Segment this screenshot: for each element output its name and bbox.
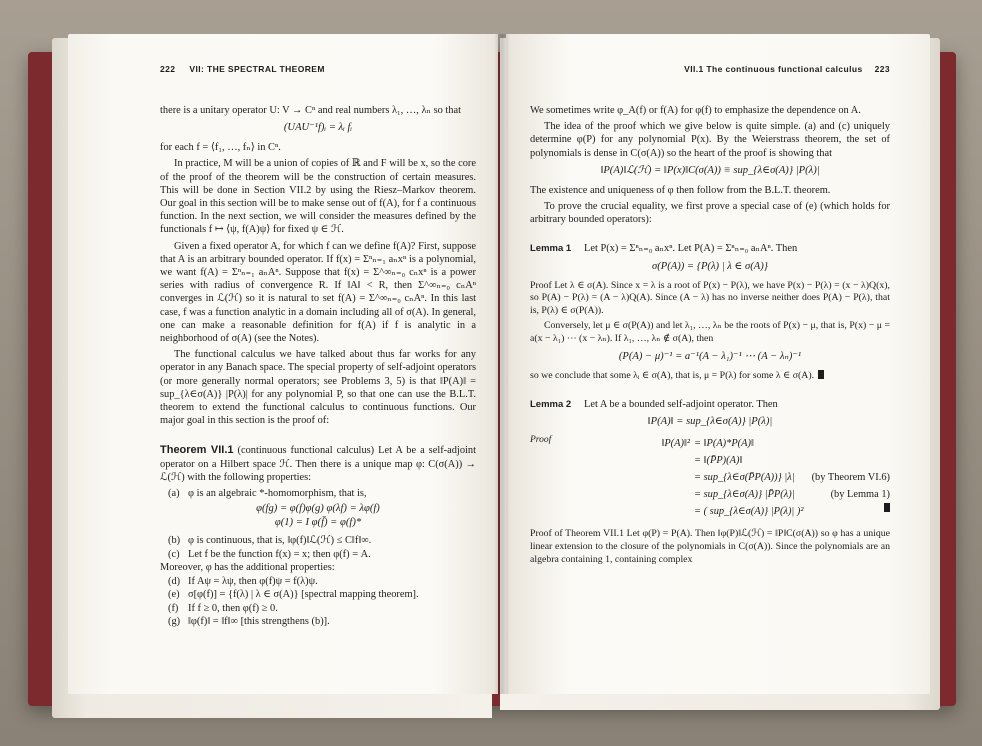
theorem-eq-a1: φ(fg) = φ(f)φ(g) φ(λf) = λφ(f) — [256, 503, 380, 515]
lemma-1-body: Let P(x) = Σⁿₙ₌₀ aₙxⁿ. Let P(A) = Σⁿₙ₌₀ aₙAⁿ. Then — [584, 243, 798, 255]
lemma-1-title: Lemma 1 — [530, 243, 572, 255]
theorem-item-a: (a) φ is an algebraic *-homomorphism, that is, — [168, 488, 367, 500]
lemma-2-body: Let A be a bounded self-adjoint operator. Then — [584, 399, 778, 411]
left-chapter-title: VII: THE SPECTRAL THEOREM — [189, 64, 325, 74]
right-paragraph-3: The existence and uniqueness of φ then follow from the B.L.T. theorem. — [530, 184, 831, 196]
right-paragraph-2: The idea of the proof which we give below is quite simple. (a) and (c) uniquely determine φ(P) for any polynomial P(x). By the Weierstrass theorem, the set of polynomials is dense in C(σ(A)) so the heart of the proof is showing that — [530, 121, 890, 159]
lemma-1 — [530, 242, 890, 255]
book-gutter — [494, 34, 510, 694]
right-page-number: 223 — [874, 64, 890, 74]
proof-line: = ‖(P̄P)(A)‖ — [694, 455, 743, 467]
theorem-item-b: (b) φ is continuous, that is, ‖φ(f)‖ℒ(ℋ) ≤ C‖f‖∞. — [168, 535, 372, 547]
left-paragraph-3: In practice, M will be a union of copies of ℝ and F will be x, so the core of the proof of the theorem will be the construction of certain measures. This will be done in Section VII.2 by using the Riesz–Markov theorem. Our goal in this section will be to make sense out of f(A), for f a continuous function. In the next section, we will consider the measures defined by the functionals f ↦ ⟨ψ, f(A)ψ⟩ for fixed ψ ∈ ℋ. — [160, 158, 476, 236]
theorem-item-c: (c) Let f be the function f(x) = x; then φ(f) = A. — [168, 548, 371, 560]
right-page — [506, 34, 930, 694]
item-label: (f) — [168, 602, 179, 614]
theorem-item-f: (f) If f ≥ 0, then φ(f) ≥ 0. — [168, 602, 278, 614]
theorem-eq-a2: φ(1) = I φ(f̄) = φ(f)* — [274, 517, 362, 529]
left-page-number: 222 — [160, 64, 176, 74]
proof-line: = ( sup_{λ∈σ(A)} |P(λ)| )² — [584, 503, 890, 520]
left-running-head — [160, 64, 476, 74]
proof-1-part-b: Conversely, let μ ∈ σ(P(A)) and let λ₁, …, λₙ be the roots of P(x) − μ, that is, P(x) − μ = a(x − λ₁) ⋯ (x − λₙ). If λ₁, …, λₙ ∉ σ(A), then — [530, 320, 890, 344]
theorem-name: (continuous functional calculus) — [237, 445, 375, 457]
proof-line: = sup_{λ∈σ(P̄P(A))} |λ| (by Theorem VI.6) — [694, 472, 890, 484]
proof-2-label: Proof — [530, 435, 552, 446]
left-paragraph-1: there is a unitary operator U: V → Cⁿ and real numbers λ₁, …, λₙ so that — [160, 105, 461, 116]
proof-of-theorem: Proof of Theorem VII.1 Let φ(P) = P(A). Then ‖φ(P)‖ℒ(ℋ) = ‖P‖C(σ(A)) so φ has a unique linear extension to the closure of the polynomials in C(σ(A)). Since the polynomials are an algebra containing 1, containing complex — [530, 528, 890, 565]
theorem-item-d: (d) If Aψ = λψ, then φ(f)ψ = f(λ)ψ. — [168, 575, 318, 587]
left-page — [68, 34, 498, 694]
lemma-2-title: Lemma 2 — [530, 399, 572, 411]
proof-1-equation: (P(A) − μ)⁻¹ = a⁻¹(A − λ₁)⁻¹ ⋯ (A − λₙ)⁻¹ — [618, 350, 802, 362]
proof-2-lines — [584, 435, 890, 520]
proof-1-part-a: Proof Let λ ∈ σ(A). Since x = λ is a root of P(x) − P(λ), we have P(x) − P(λ) = (x − λ)Q(x), so P(A) − P(λ) = (A − λ)Q(A). Since (A − λ) has no inverse neither does P(A) − P(λ), that is, P(λ) ∈ σ(P(A)). — [530, 279, 890, 316]
item-label: (c) — [168, 548, 180, 560]
item-label: (g) — [168, 615, 181, 627]
theorem-title: Theorem VII.1 — [160, 444, 234, 457]
theorem-item-g: (g) ‖φ(f)‖ = ‖f‖∞ [this strengthens (b)]. — [168, 615, 330, 627]
item-label: (b) — [168, 535, 181, 547]
right-running-head — [530, 64, 890, 74]
left-paragraph-4: Given a fixed operator A, for which f can we define f(A)? First, suppose that A is an arbitrary bounded operator. If f(x) = Σⁿₙ₌₁ aₙxⁿ is a polynomial, we want f(A) = Σⁿₙ₌₁ aₙAⁿ. Suppose that f(x) = Σ^∞ₙ₌₀ cₙxⁿ is a power series with radius of convergence R. If ‖A‖ < R, then Σ^∞ₙ₌₀ cₙAⁿ converges in ℒ(ℋ) so it is natural to set f(A) = Σ^∞ₙ₌₀ cₙAⁿ. In this last case, f was a function analytic in a domain including all of σ(A). In general, one can make a reasonable definition for f(A) if f is analytic in a neighborhood of σ(A) (see the Notes). — [160, 240, 476, 345]
left-equation-1: (UAU⁻¹f)ᵢ = λᵢ fᵢ — [283, 122, 353, 134]
right-paragraph-1: We sometimes write φ_A(f) or f(A) for φ(f) to emphasize the dependence on A. — [530, 105, 861, 116]
proof-line: = sup_{λ∈σ(A)} |P̄P(λ)| (by Lemma 1) — [694, 489, 890, 501]
right-section-title: VII.1 The continuous functional calculus — [684, 64, 863, 74]
right-paragraph-4: To prove the crucial equality, we first prove a special case of (e) (which holds for arbitrary bounded operators): — [530, 201, 890, 226]
left-paragraph-2: for each f = ⟨f₁, …, fₙ⟩ in Cⁿ. — [160, 142, 281, 154]
theorem-statement — [160, 444, 476, 484]
theorem-item-e: (e) σ[φ(f)] = {f(λ) | λ ∈ σ(A)} [spectral mapping theorem]. — [168, 589, 419, 601]
item-label: (a) — [168, 488, 180, 500]
lemma-2-equation: ‖P(A)‖ = sup_{λ∈σ(A)} |P(λ)| — [647, 416, 773, 428]
qed-mark — [818, 370, 824, 379]
proof-1-conclusion: so we conclude that some λᵢ ∈ σ(A), that is, μ = P(λ) for some λ ∈ σ(A). — [530, 370, 890, 383]
lemma-1-equation: σ(P(A)) = {P(λ) | λ ∈ σ(A)} — [652, 260, 768, 272]
proof-line: ‖P(A)‖² = ‖P(A)*P(A)‖ — [661, 438, 754, 450]
proof-2 — [530, 435, 890, 520]
theorem-moreover: Moreover, φ has the additional properties: — [160, 562, 335, 574]
item-label: (d) — [168, 575, 181, 587]
lemma-2 — [530, 398, 890, 411]
theorem-body: Let A be a self-adjoint operator on a Hilbert space ℋ. Then there is a unique map φ: C(σ(A)) → ℒ(ℋ) with the following properties: — [160, 445, 476, 483]
item-label: (e) — [168, 589, 180, 601]
left-paragraph-5: The functional calculus we have talked about thus far works for any operator in any Banach space. The special property of self-adjoint operators (or more generally normal operators; see Problems 3, 5) is that ‖P(A)‖ = sup_{λ∈σ(A)} |P(λ)| for any polynomial P, so that one can use the B.L.T. theorem to extend the functional calculus to continuous functions. Our major goal in this section is the proof of: — [160, 349, 476, 427]
qed-mark — [884, 503, 890, 512]
right-equation-1: ‖P(A)‖ℒ(ℋ) = ‖P(x)‖C(σ(A)) ≡ sup_{λ∈σ(A)} |P(λ)| — [600, 164, 820, 176]
